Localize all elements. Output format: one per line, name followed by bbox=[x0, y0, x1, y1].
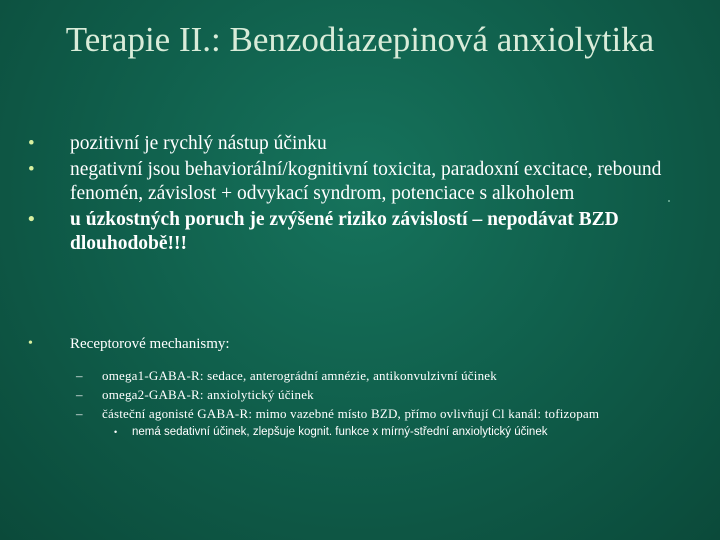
bullet-dot-icon: • bbox=[28, 336, 33, 351]
bullet-dot-icon: • bbox=[28, 159, 35, 180]
receptor-item-text: částeční agonisté GABA-R: mimo vazebné místo BZD, přímo ovlivňují Cl kanál: tofizopam bbox=[102, 406, 600, 421]
slide-title: Terapie II.: Benzodiazepinová anxiolytika bbox=[65, 20, 655, 59]
bullet-text: pozitivní je rychlý nástup účinku bbox=[70, 133, 327, 154]
receptor-heading bbox=[28, 334, 678, 354]
dash-icon: – bbox=[76, 368, 83, 383]
receptor-item bbox=[28, 406, 678, 422]
bullet-dot-icon: • bbox=[28, 133, 35, 154]
receptor-heading-text: Receptorové mechanismy: bbox=[70, 336, 230, 352]
bullet-text: negativní jsou behaviorální/kognitivní toxicita, paradoxní excitace, rebound fenomén, závislost + odvykací syndrom, potenciace s alkoholem bbox=[70, 159, 662, 204]
bullet-dot-icon: • bbox=[28, 209, 35, 230]
receptor-item-text: omega2-GABA-R: anxiolytický účinek bbox=[102, 387, 314, 402]
receptor-item-text: omega1-GABA-R: sedace, anterográdní amnézie, antikonvulzivní účinek bbox=[102, 368, 497, 383]
dash-icon: – bbox=[76, 406, 83, 421]
receptor-item bbox=[28, 387, 678, 403]
bullet-item-bold bbox=[28, 208, 678, 256]
bullet-item bbox=[28, 158, 678, 206]
receptor-subitem-text: nemá sedativní účinek, zlepšuje kognit. funkce x mírný-střední anxiolytický účinek bbox=[132, 426, 548, 438]
receptor-item bbox=[28, 368, 678, 384]
receptor-subitem bbox=[28, 425, 678, 439]
decorative-dot bbox=[668, 200, 670, 202]
receptor-section bbox=[28, 334, 678, 439]
bullet-text: u úzkostných poruch je zvýšené riziko závislostí – nepodávat BZD dlouhodobě!!! bbox=[70, 209, 619, 254]
dash-icon: – bbox=[76, 387, 83, 402]
main-bullet-list bbox=[28, 132, 678, 258]
bullet-dot-icon: • bbox=[114, 427, 118, 437]
bullet-item bbox=[28, 132, 678, 156]
receptor-list bbox=[28, 368, 678, 422]
